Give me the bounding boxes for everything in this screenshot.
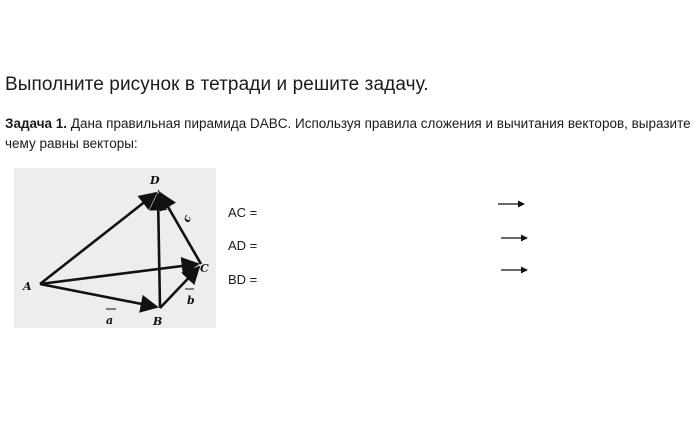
- vector-b-label: b: [187, 294, 195, 307]
- vector-c-label: c: [179, 213, 195, 225]
- pyramid-diagram: [14, 168, 216, 328]
- pyramid-figure: [14, 168, 216, 328]
- edge-bd: [158, 194, 160, 308]
- task-statement: [5, 114, 695, 154]
- task-label: Задача 1.: [5, 116, 68, 131]
- equation-ad: AD =: [228, 238, 258, 253]
- point-a-label: A: [23, 280, 32, 293]
- vector-a-label: a: [106, 314, 114, 327]
- equation-ac: AC =: [228, 205, 258, 220]
- assignment-heading: Выполните рисунок в тетради и решите задачу.: [5, 74, 429, 95]
- equation-bd: BD =: [228, 272, 258, 287]
- point-b-label: B: [153, 315, 163, 328]
- edge-dc-left: [158, 190, 200, 262]
- vector-arrow-icon: [501, 265, 531, 275]
- point-d-label: D: [150, 174, 160, 187]
- task-text: Дана правильная пирамида DABC. Используя правила сложения и вычитания векторов, выразите чему равны векторы:: [5, 116, 691, 151]
- edge-ab: [40, 284, 157, 307]
- vector-arrow-icon: [501, 233, 531, 243]
- vector-arrow-icon: [498, 199, 528, 209]
- point-c-label: C: [200, 262, 209, 275]
